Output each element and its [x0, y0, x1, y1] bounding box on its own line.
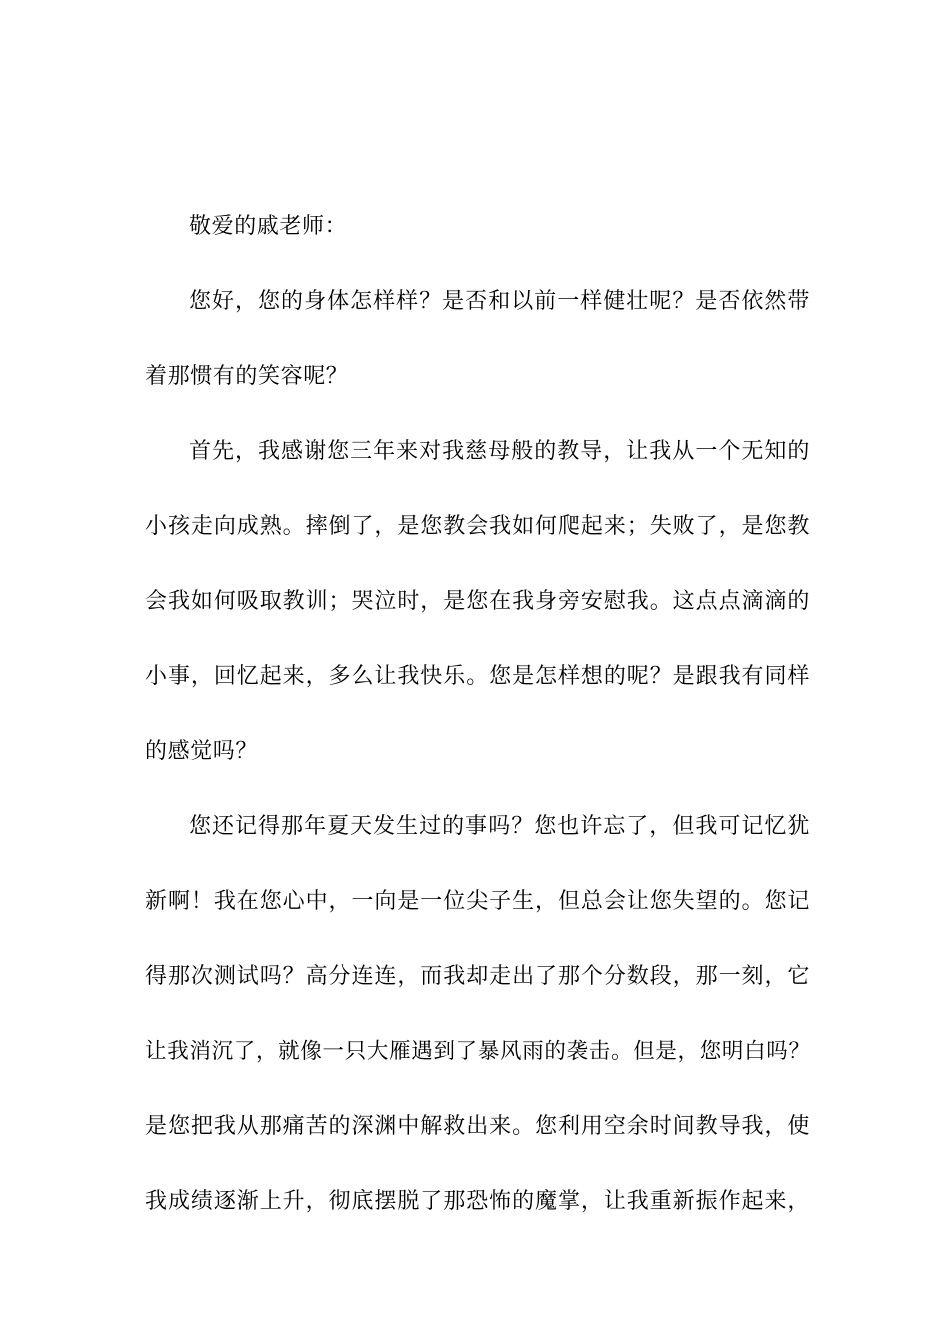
paragraph-line: 您还记得那年夏天发生过的事吗？您也许忘了，但我可记忆犹	[189, 814, 810, 839]
paragraph-line: 我成绩逐渐上升，彻底摆脱了那恐怖的魔掌，让我重新振作起来，	[145, 1189, 810, 1214]
paragraph-line: 着那惯有的笑容呢？	[145, 364, 349, 389]
paragraph-line: 让我消沉了，就像一只大雁遇到了暴风雨的袭击。但是，您明白吗？	[145, 1039, 810, 1064]
paragraph-line: 首先，我感谢您三年来对我慈母般的教导，让我从一个无知的	[189, 439, 810, 464]
salutation: 敬爱的戚老师：	[189, 214, 348, 239]
paragraph-line: 您好，您的身体怎样样？是否和以前一样健壮呢？是否依然带	[189, 289, 810, 314]
paragraph-line: 的感觉吗？	[145, 739, 259, 764]
paragraph-line: 新啊！我在您心中，一向是一位尖子生，但总会让您失望的。您记	[145, 889, 810, 914]
paragraph-line: 小事，回忆起来，多么让我快乐。您是怎样想的呢？是跟我有同样	[145, 664, 810, 689]
paragraph-line: 会我如何吸取教训；哭泣时，是您在我身旁安慰我。这点点滴滴的	[145, 589, 810, 614]
paragraph-line: 是您把我从那痛苦的深渊中解救出来。您利用空余时间教导我，使	[145, 1114, 810, 1139]
paragraph-line: 小孩走向成熟。摔倒了，是您教会我如何爬起来；失败了，是您教	[145, 514, 810, 539]
paragraph-line: 得那次测试吗？高分连连，而我却走出了那个分数段，那一刻，它	[145, 964, 810, 989]
